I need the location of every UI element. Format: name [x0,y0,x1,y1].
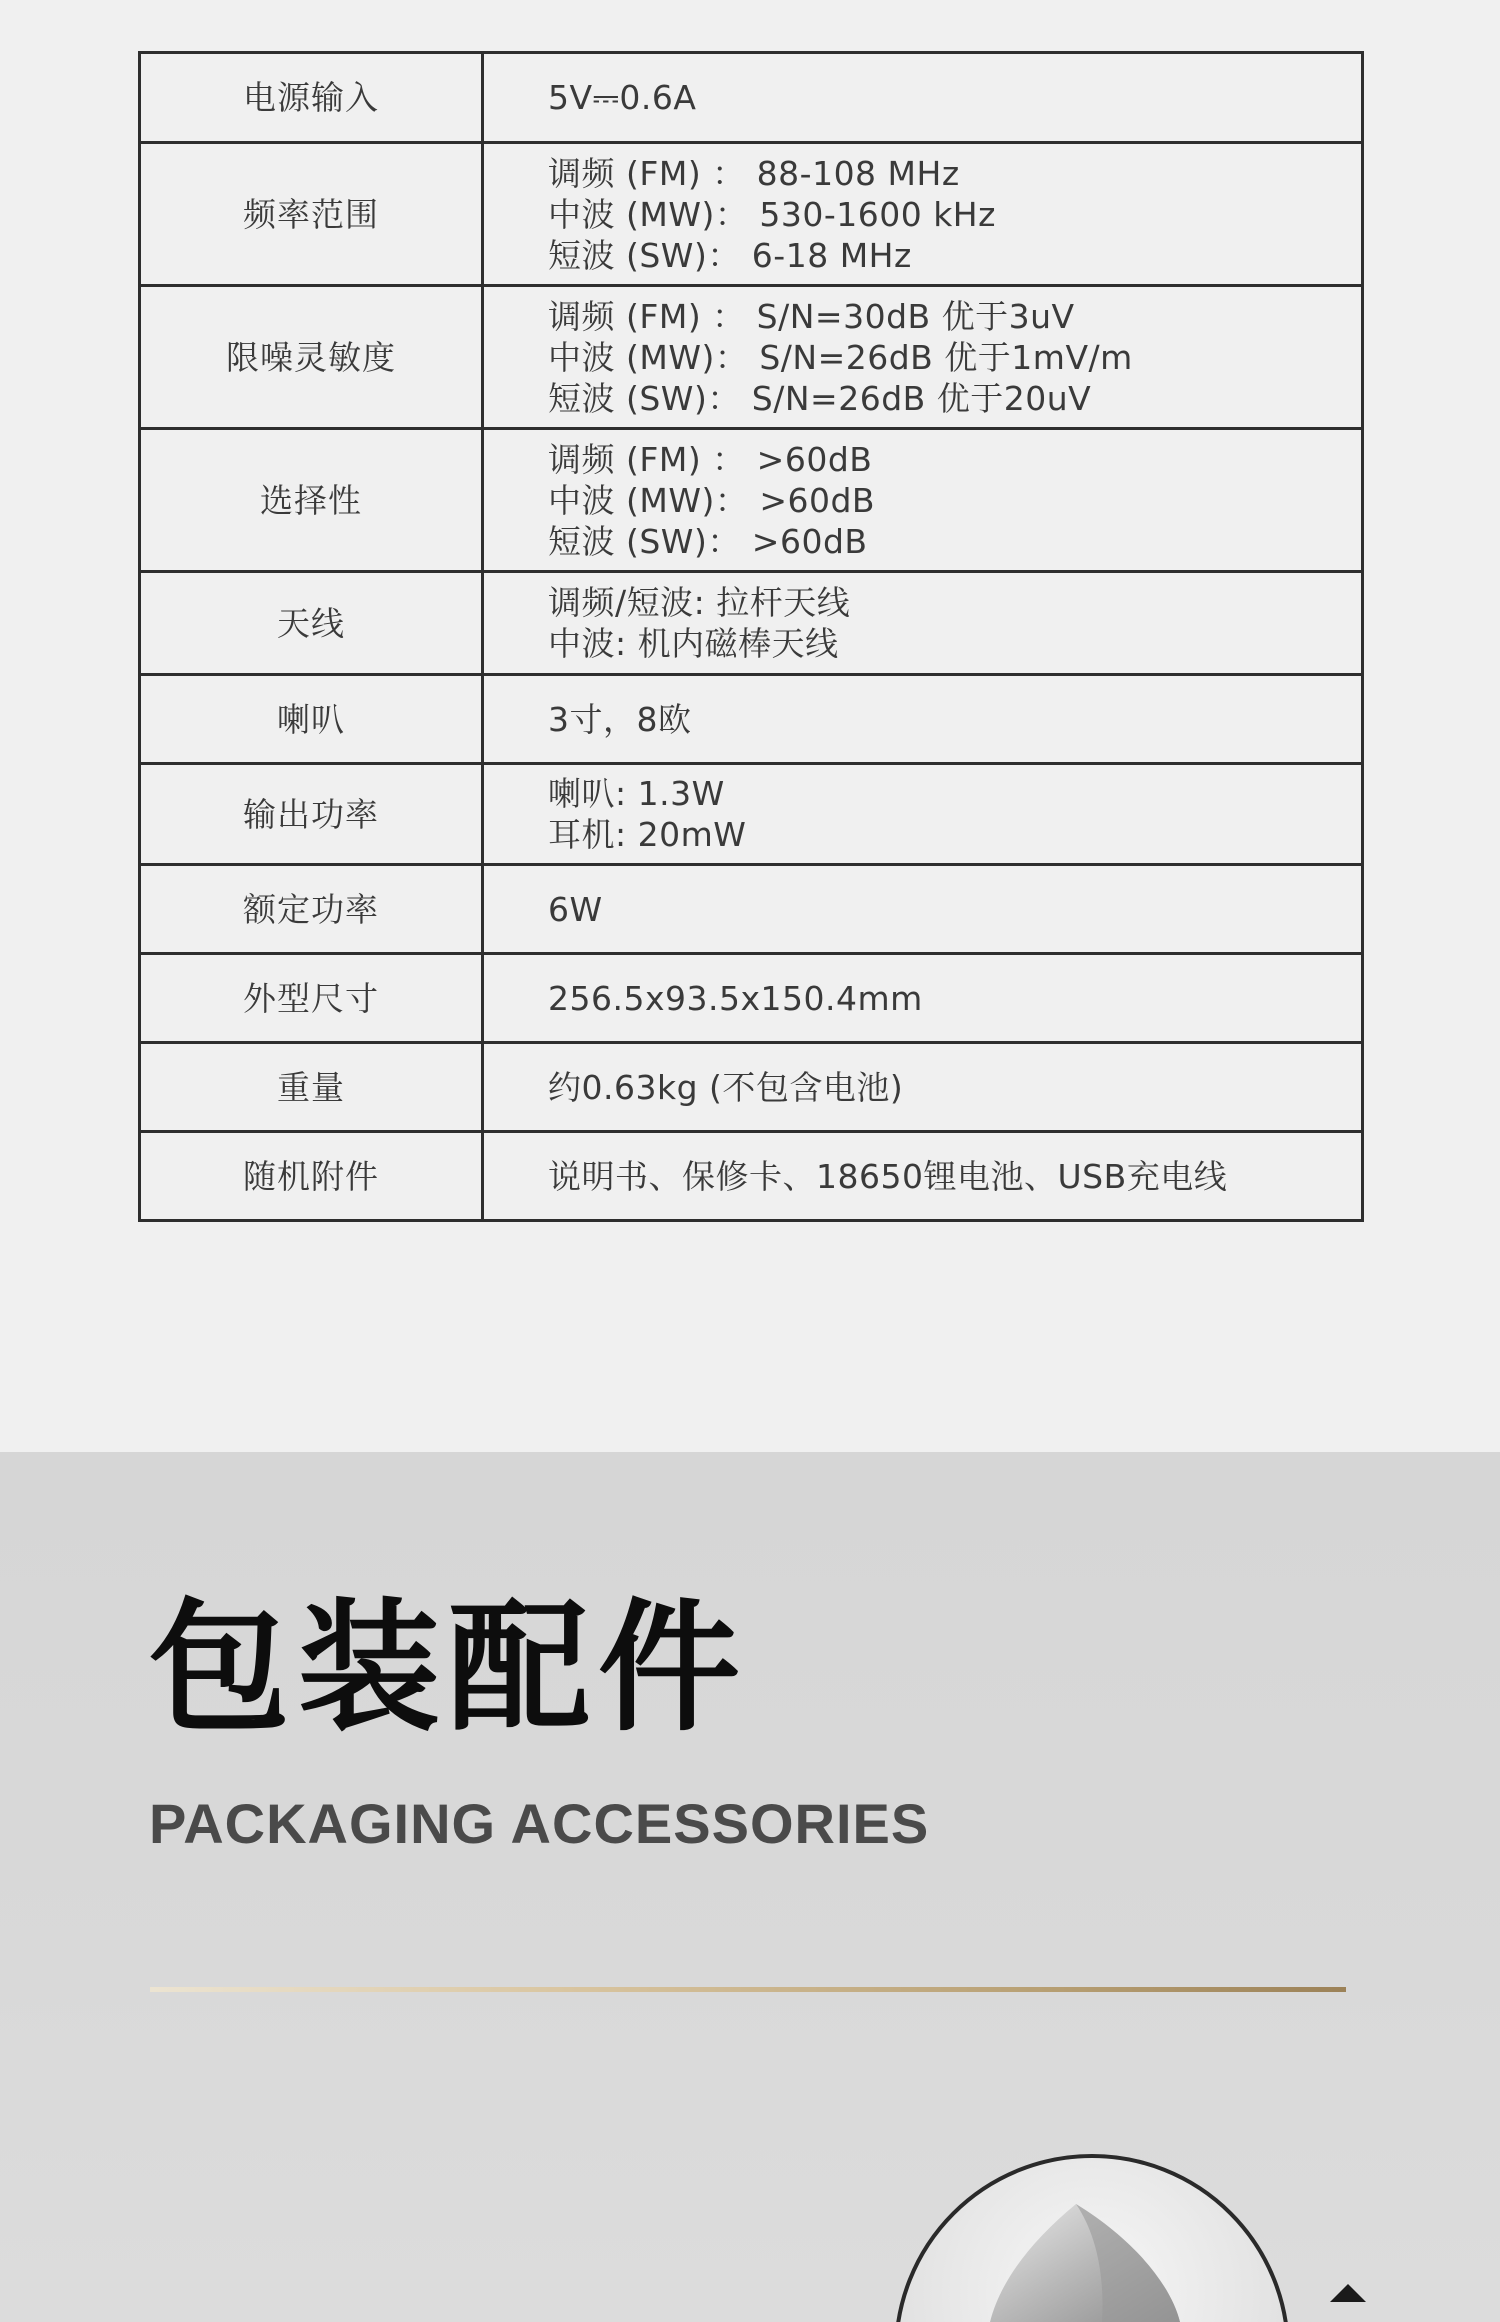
spec-value [483,1132,1363,1221]
spec-row-output-power [140,764,1363,865]
spec-label: 频率范围 [140,143,483,286]
spec-row-weight [140,1043,1363,1132]
spec-value [483,675,1363,764]
spec-value-line: 调频/短波: 拉杆天线 [548,583,851,622]
packaging-section [0,1452,1500,2322]
spec-row-speaker [140,675,1363,764]
spec-label: 电源输入 [140,53,483,143]
spec-row-selectivity [140,429,1363,572]
spec-table [138,51,1364,1222]
accessory-image [880,2152,1440,2322]
spec-label: 额定功率 [140,865,483,954]
spec-row-dimensions [140,954,1363,1043]
packaging-subtitle: PACKAGING ACCESSORIES [149,1792,930,1855]
spec-value [483,1043,1363,1132]
spec-row-power-input [140,53,1363,143]
spec-value-line: 调频 (FM) ： S/N=30dB 优于3uV [548,296,1075,336]
spec-table-body [140,53,1363,1221]
spec-value-line: 调频 (FM) ： >60dB [548,439,873,479]
spec-value-line: 说明书、保修卡、18650锂电池、USB充电线 [548,1156,1228,1196]
spec-row-sensitivity [140,286,1363,429]
spec-value-line: 调频 (FM) ： 88-108 MHz [548,153,960,193]
spec-value [483,572,1363,675]
spec-value-line: 中波: 机内磁棒天线 [548,624,839,663]
spec-row-accessories [140,1132,1363,1221]
spec-row-frequency-range [140,143,1363,286]
spec-value-line: 短波 (SW)： S/N=26dB 优于20uV [548,378,1092,418]
spec-value-line: 短波 (SW)： 6-18 MHz [548,235,912,275]
spec-label: 天线 [140,572,483,675]
spec-row-rated-power [140,865,1363,954]
spec-value-line: 约0.63kg (不包含电池) [548,1067,904,1107]
spec-value [483,53,1363,143]
spec-label: 限噪灵敏度 [140,286,483,429]
spec-value-line: 中波 (MW)： S/N=26dB 优于1mV/m [548,337,1133,377]
spec-value [483,143,1363,286]
spec-value-line: 256.5x93.5x150.4mm [548,978,923,1018]
spec-label: 重量 [140,1043,483,1132]
spec-value-line: 中波 (MW)： 530-1600 kHz [548,194,996,234]
spec-label: 随机附件 [140,1132,483,1221]
spec-value-line: 中波 (MW)： >60dB [548,480,876,520]
spec-value-line: 5V⎓0.6A [548,78,697,117]
spec-value [483,286,1363,429]
spec-value-line: 6W [548,889,603,929]
spec-value-line: 喇叭: 1.3W [548,774,725,813]
spec-label: 选择性 [140,429,483,572]
pointer-icon [1330,2284,1366,2302]
spec-value-line: 耳机: 20mW [548,815,747,854]
spec-value-line: 3寸，8欧 [548,699,692,739]
spec-label: 喇叭 [140,675,483,764]
spec-label: 外型尺寸 [140,954,483,1043]
spec-row-antenna [140,572,1363,675]
spec-value [483,865,1363,954]
spec-value [483,429,1363,572]
spec-label: 输出功率 [140,764,483,865]
gold-divider [150,1987,1346,1992]
spec-value [483,764,1363,865]
spec-value-line: 短波 (SW)： >60dB [548,521,868,561]
packaging-title: 包装配件 [148,1586,748,1751]
spec-value [483,954,1363,1043]
